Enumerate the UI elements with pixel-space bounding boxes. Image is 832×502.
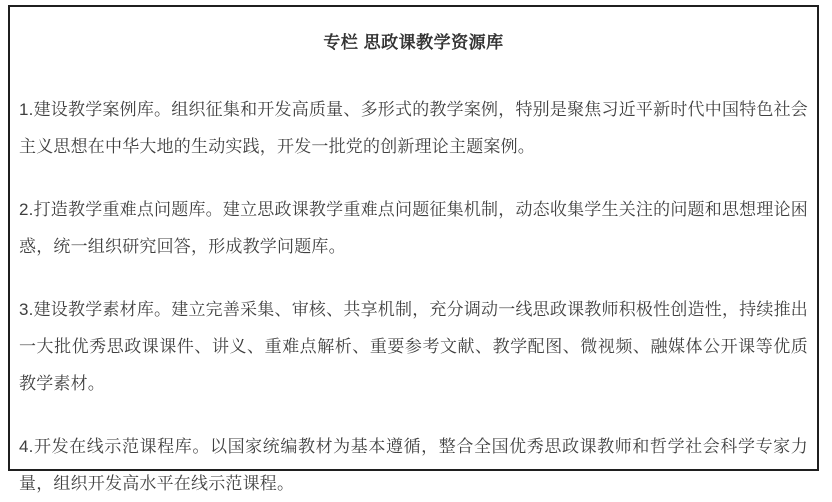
paragraph-teaching-case-library: 1.建设教学案例库。组织征集和开发高质量、多形式的教学案例，特别是聚焦习近平新时代中国特色社会主义思想在中华大地的生动实践，开发一批党的创新理论主题案例。	[19, 100, 808, 156]
document-box	[8, 5, 819, 493]
paragraph-key-difficult-questions-library: 2.打造教学重难点问题库。建立思政课教学重难点问题征集机制，动态收集学生关注的问题和思想理论困惑，统一组织研究回答，形成教学问题库。	[19, 200, 808, 256]
page-title: 专栏 思政课教学资源库	[323, 33, 504, 52]
paragraph-teaching-materials-library: 3.建设教学素材库。建立完善采集、审核、共享机制，充分调动一线思政课教师积极性创造性，持续推出一大批优秀思政课课件、讲义、重难点解析、重要参考文献、教学配图、微视频、融媒体公开课等优质教学素材。	[19, 300, 808, 393]
paragraph-online-demo-course-library: 4.开发在线示范课程库。以国家统编教材为基本遵循，整合全国优秀思政课教师和哲学社会科学专家力量，组织开发高水平在线示范课程。	[19, 437, 808, 493]
